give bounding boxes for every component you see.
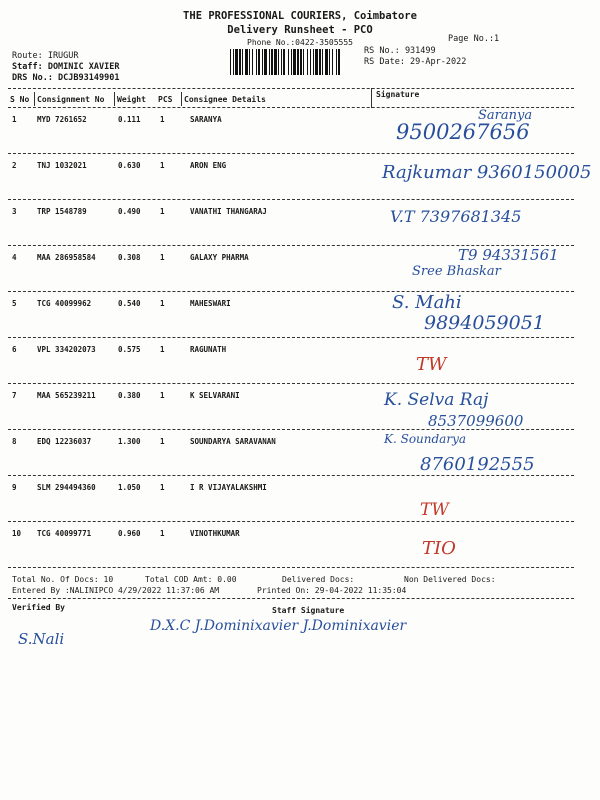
- row-weight: 1.050: [118, 483, 141, 492]
- barcode-bar: [297, 49, 299, 75]
- row-weight: 0.111: [118, 115, 141, 124]
- barcode-bar: [283, 49, 285, 75]
- barcode-bar: [249, 49, 250, 75]
- staff-signature: D.X.C J.Dominixavier J.Dominixavier: [150, 618, 407, 634]
- row-pcs: 1: [160, 529, 165, 538]
- row-consignment: TNJ 1032021: [37, 161, 87, 170]
- verified-signature: S.Nali: [18, 630, 65, 648]
- col-rule: [34, 92, 35, 106]
- barcode-bar: [269, 49, 270, 75]
- barcode-bar: [338, 49, 340, 75]
- barcode-bar: [303, 49, 304, 75]
- signature: Saranya: [478, 108, 533, 123]
- row-consignee: VANATHI THANGARAJ: [190, 207, 267, 216]
- table-row: [0, 430, 600, 476]
- row-weight: 0.960: [118, 529, 141, 538]
- row-consignee: SARANYA: [190, 115, 222, 124]
- row-weight: 0.380: [118, 391, 141, 400]
- company-title: THE PROFESSIONAL COURIERS, Coimbatore: [183, 10, 417, 22]
- page-number: Page No.:1: [448, 34, 500, 44]
- row-consignee: MAHESWARI: [190, 299, 231, 308]
- non-delivered-docs: Non Delivered Docs:: [404, 575, 496, 584]
- row-pcs: 1: [160, 391, 165, 400]
- entered-by: Entered By :NALINIPCO 4/29/2022 11:37:06 AM: [12, 586, 220, 595]
- row-sno: 2: [12, 161, 17, 170]
- barcode-bar: [310, 49, 311, 75]
- barcode-bar: [271, 49, 273, 75]
- col-rule: [114, 92, 115, 106]
- table-row: [0, 246, 600, 292]
- barcode-bar: [336, 49, 337, 75]
- barcode-bar: [230, 49, 231, 75]
- row-consignee: ARON ENG: [190, 161, 227, 170]
- barcode-image: [230, 49, 342, 75]
- signature: TIO: [422, 538, 456, 559]
- barcode-bar: [322, 49, 323, 75]
- signature: Rajkumar 9360150005: [382, 162, 592, 183]
- col-consignment: Consignment No: [37, 95, 105, 104]
- col-weight: Weight: [117, 95, 146, 104]
- row-sno: 5: [12, 299, 17, 308]
- row-pcs: 1: [160, 115, 165, 124]
- barcode-bar: [332, 49, 333, 75]
- row-consignment: TCG 40099771: [37, 529, 92, 538]
- row-weight: 0.630: [118, 161, 141, 170]
- table-row: [0, 522, 600, 568]
- barcode-bar: [274, 49, 277, 75]
- staff-label: Staff: DOMINIC XAVIER: [12, 62, 120, 72]
- barcode-bar: [252, 49, 253, 75]
- col-signature: Signature: [376, 90, 420, 99]
- signature-phone: 9894059051: [424, 312, 545, 334]
- barcode-bar: [315, 49, 318, 75]
- row-consignment: MAA 286958584: [37, 253, 96, 262]
- row-consignment: MYD 7261652: [37, 115, 87, 124]
- row-pcs: 1: [160, 483, 165, 492]
- barcode-bar: [325, 49, 328, 75]
- barcode-bar: [300, 49, 302, 75]
- barcode-bar: [281, 49, 282, 75]
- footer-divider: [8, 598, 574, 599]
- row-consignment: VPL 334202073: [37, 345, 96, 354]
- col-rule: [181, 92, 182, 106]
- row-consignee: VINOTHKUMAR: [190, 529, 240, 538]
- barcode-bar: [264, 49, 267, 75]
- col-sno: S No: [10, 95, 30, 104]
- table-row: [0, 292, 600, 338]
- header-divider: [8, 88, 574, 89]
- signature: V.T 7397681345: [390, 207, 522, 226]
- row-consignee: RAGUNATH: [190, 345, 227, 354]
- row-sno: 1: [12, 115, 17, 124]
- signature: K. Soundarya: [384, 432, 467, 446]
- table-row: [0, 108, 600, 154]
- table-row: [0, 200, 600, 246]
- row-consignment: TRP 1548789: [37, 207, 87, 216]
- signature-phone: 9500267656: [396, 120, 530, 144]
- barcode-bar: [291, 49, 292, 75]
- row-consignee: GALAXY PHARMA: [190, 253, 249, 262]
- barcode-bar: [256, 49, 257, 75]
- barcode-bar: [313, 49, 314, 75]
- signature: K. Selva Raj: [384, 390, 489, 410]
- row-sno: 6: [12, 345, 17, 354]
- barcode-bar: [262, 49, 263, 75]
- row-weight: 0.490: [118, 207, 141, 216]
- printed-on: Printed On: 29-04-2022 11:35:04: [257, 586, 407, 595]
- row-weight: 0.540: [118, 299, 141, 308]
- row-pcs: 1: [160, 345, 165, 354]
- signature: S. Mahi: [392, 292, 462, 313]
- row-sno: 9: [12, 483, 17, 492]
- barcode-bar: [293, 49, 296, 75]
- row-pcs: 1: [160, 253, 165, 262]
- table-row: [0, 476, 600, 522]
- table-row: [0, 338, 600, 384]
- col-rule: [371, 88, 372, 108]
- barcode-bar: [239, 49, 241, 75]
- table-row: [0, 154, 600, 200]
- col-pcs: PCS: [158, 95, 173, 104]
- route-label: Route: IRUGUR: [12, 51, 79, 61]
- row-consignee: SOUNDARYA SARAVANAN: [190, 437, 276, 446]
- signature-phone: 8760192555: [420, 454, 535, 475]
- table-row: [0, 384, 600, 430]
- verified-by-label: Verified By: [12, 603, 65, 612]
- row-consignment: TCG 40099962: [37, 299, 92, 308]
- rs-date: RS Date: 29-Apr-2022: [364, 57, 467, 67]
- barcode-bar: [258, 49, 260, 75]
- row-sno: 3: [12, 207, 17, 216]
- barcode-bar: [278, 49, 279, 75]
- signature: TW: [420, 500, 449, 520]
- row-weight: 0.575: [118, 345, 141, 354]
- signature-phone: 8537099600: [428, 412, 524, 430]
- document-title: Delivery Runsheet - PCO: [227, 24, 373, 36]
- barcode-bar: [307, 49, 308, 75]
- rs-number: RS No.: 931499: [364, 46, 436, 56]
- barcode-bar: [288, 49, 289, 75]
- drs-number: DRS No.: DCJB93149901: [12, 73, 120, 83]
- row-weight: 0.308: [118, 253, 141, 262]
- row-weight: 1.300: [118, 437, 141, 446]
- row-consignment: MAA 565239211: [37, 391, 96, 400]
- barcode-bar: [235, 49, 238, 75]
- barcode-bar: [233, 49, 234, 75]
- row-pcs: 1: [160, 299, 165, 308]
- row-sno: 7: [12, 391, 17, 400]
- barcode-bar: [329, 49, 330, 75]
- barcode-bar: [242, 49, 243, 75]
- signature-phone: T9 94331561: [458, 246, 559, 264]
- barcode-bar: [245, 49, 248, 75]
- phone-number: Phone No.:0422-3505555: [247, 38, 353, 47]
- signature: TW: [416, 354, 447, 375]
- row-pcs: 1: [160, 161, 165, 170]
- row-consignment: EDQ 12236037: [37, 437, 92, 446]
- row-sno: 8: [12, 437, 17, 446]
- row-pcs: 1: [160, 437, 165, 446]
- total-cod: Total COD Amt: 0.00: [145, 575, 237, 584]
- row-sno: 10: [12, 529, 22, 538]
- row-pcs: 1: [160, 207, 165, 216]
- row-consignee: K SELVARANI: [190, 391, 240, 400]
- col-consignee: Consignee Details: [184, 95, 266, 104]
- staff-signature-label: Staff Signature: [272, 606, 345, 615]
- row-consignee: I R VIJAYALAKSHMI: [190, 483, 267, 492]
- row-sno: 4: [12, 253, 17, 262]
- barcode-bar: [319, 49, 321, 75]
- total-docs: Total No. Of Docs: 10: [12, 575, 114, 584]
- signature: Sree Bhaskar: [412, 264, 501, 279]
- row-divider: [8, 567, 574, 568]
- row-consignment: SLM 294494360: [37, 483, 96, 492]
- delivered-docs: Delivered Docs:: [282, 575, 355, 584]
